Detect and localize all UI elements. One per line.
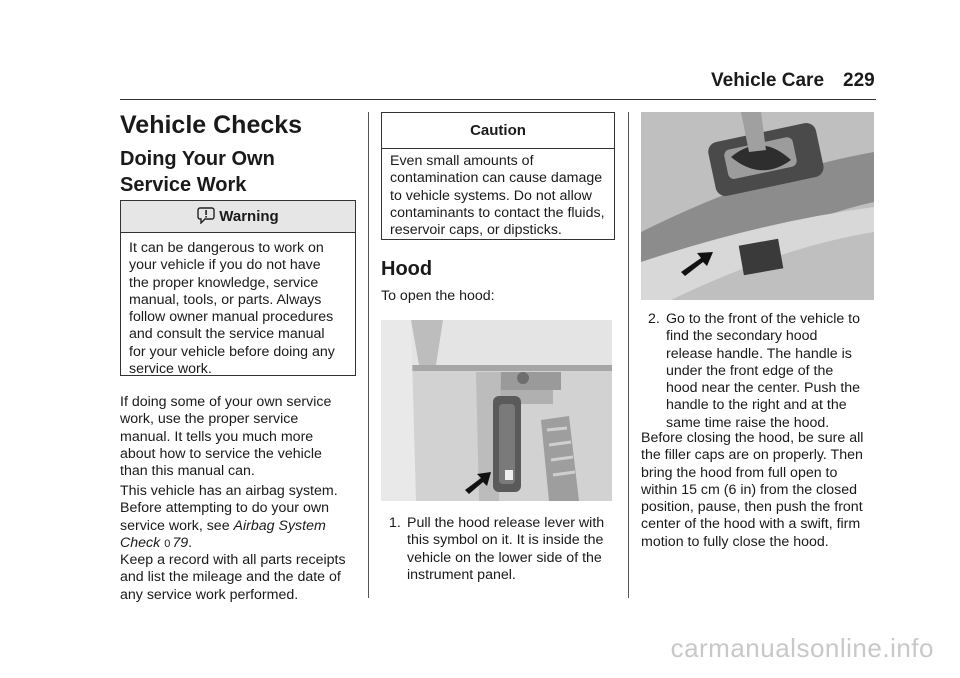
text-line: handle to the right and at the [666, 397, 847, 414]
section-title: Vehicle Care [711, 70, 825, 91]
caution-text [382, 149, 614, 239]
warning-header [121, 201, 355, 233]
text-line: instrument panel. [407, 566, 516, 583]
warning-box [120, 200, 356, 376]
subheading [120, 146, 275, 198]
page-ref-number[interactable]: 79 [172, 534, 189, 551]
hood-intro: To open the hood: [381, 288, 495, 304]
page-ref-icon: 0 [164, 537, 171, 550]
text-line: This vehicle has an airbag system. [120, 483, 338, 499]
warning-line: for your vehicle before doing any [129, 343, 335, 360]
caution-line: contaminants to contact the fluids, [390, 204, 605, 221]
warning-line: your vehicle if you do not have [129, 257, 321, 274]
text-line: this symbol on it. It is inside the [407, 532, 604, 549]
paragraph-service-manual [120, 394, 365, 480]
caution-header: Caution [382, 113, 614, 149]
step-2 [648, 311, 876, 432]
subheading-line-1: Doing Your Own [120, 148, 275, 170]
warning-line: It can be dangerous to work on [129, 240, 324, 256]
step-number: 2. [648, 311, 660, 327]
step-number: 1. [389, 515, 401, 531]
text-line: manual. It tells you much more [120, 428, 314, 445]
warning-icon [197, 206, 215, 228]
text-line: hood near the center. Push the [666, 380, 861, 397]
text-line [120, 535, 365, 553]
warning-line: service work. [129, 361, 212, 378]
warning-line: follow owner manual procedures [129, 309, 334, 326]
text-line: under the front edge of the [666, 362, 834, 379]
text-fragment: service work, see [120, 517, 234, 534]
text-line: same time raise the hood. [666, 414, 830, 431]
text-line: Pull the hood release lever with [407, 515, 605, 531]
airbag-link-text-2[interactable]: Check [120, 534, 161, 551]
watermark: carmanualsonline.info [670, 633, 934, 663]
text-line: about how to service the vehicle [120, 445, 322, 462]
page-heading: Vehicle Checks [120, 111, 303, 139]
text-line: motion to fully close the hood. [641, 533, 829, 550]
text-line: work, use the proper service [120, 411, 299, 428]
paragraph-airbag [120, 483, 365, 553]
warning-text [121, 233, 355, 378]
text-line: Before closing the hood, be sure all [641, 430, 864, 446]
text-line: center of the hood with a swift, firm [641, 516, 861, 533]
column-divider-1 [368, 112, 369, 598]
paragraph-closing-hood [641, 430, 886, 551]
paragraph-records [120, 552, 365, 604]
text-line: position, pause, then push the front [641, 499, 863, 516]
text-line: the filler caps are on properly. Then [641, 447, 863, 464]
caution-line: to vehicle systems. Do not allow [390, 187, 592, 204]
step-text [407, 515, 617, 584]
caution-line: reservoir caps, or dipsticks. [390, 222, 562, 239]
text-line: release handle. The handle is [666, 345, 852, 362]
caution-line: Even small amounts of [390, 153, 534, 169]
text-line: Keep a record with all parts receipts [120, 552, 346, 568]
warning-label: Warning [219, 208, 279, 225]
caution-line: contamination can cause damage [390, 170, 603, 187]
text-line: Before attempting to do your own [120, 500, 329, 517]
warning-line: and consult the service manual [129, 326, 325, 343]
text-line: find the secondary hood [666, 328, 818, 345]
text-line: If doing some of your own service [120, 394, 332, 410]
text-line: bring the hood from full open to [641, 464, 838, 481]
warning-line: manual, tools, or parts. Always [129, 291, 322, 308]
step-1 [389, 515, 617, 584]
secondary-hood-release-photo [641, 112, 874, 300]
warning-line: the proper knowledge, service [129, 274, 319, 291]
step-text [666, 311, 876, 432]
page-number: 229 [843, 70, 875, 91]
caution-box [381, 112, 615, 240]
text-line: within 15 cm (6 in) from the closed [641, 481, 858, 498]
text-line: vehicle on the lower side of the [407, 549, 602, 566]
column-divider-2 [628, 112, 629, 598]
text-line: Go to the front of the vehicle to [666, 311, 861, 327]
hood-release-lever-photo [381, 320, 612, 501]
text-line: than this manual can. [120, 463, 255, 480]
header-rule [120, 99, 876, 100]
text-line: and list the mileage and the date of [120, 569, 341, 586]
text-line: any service work performed. [120, 586, 299, 603]
text-fragment: . [188, 534, 193, 551]
subheading-line-2: Service Work [120, 174, 247, 196]
airbag-link-text[interactable]: Airbag System [233, 517, 326, 534]
text-line [120, 518, 365, 535]
hood-heading: Hood [381, 258, 433, 280]
